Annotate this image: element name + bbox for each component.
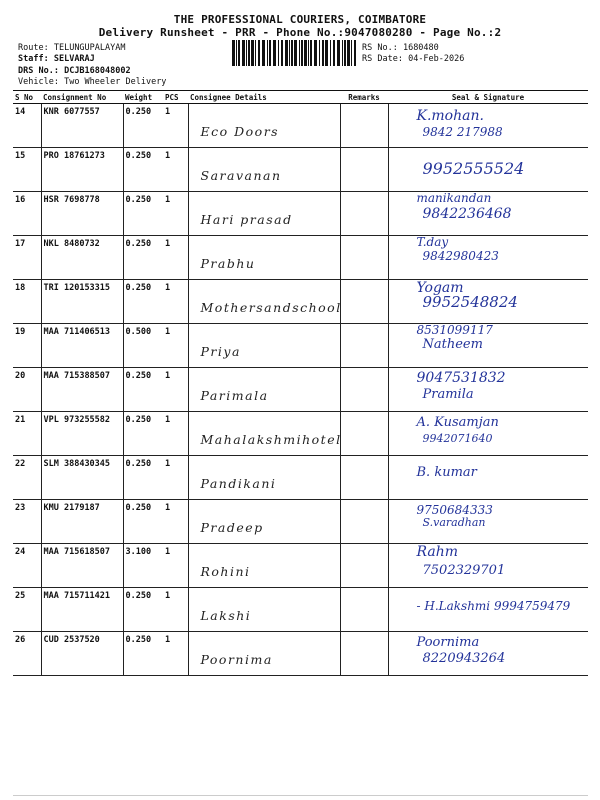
table-row: [13, 324, 588, 368]
barcode-bar: [354, 40, 356, 66]
cell-consignment: SLM 388430345: [41, 456, 123, 500]
staff-line: [18, 54, 95, 64]
cell-consignee: [188, 588, 340, 632]
barcode-bar: [246, 40, 247, 66]
cell-weight: 0.250: [123, 632, 163, 676]
col-header-seal-signature: Seal & Signature: [388, 91, 588, 104]
consignee-name: Mahalakshmihotel: [200, 432, 342, 447]
signature-text: 9952548824: [422, 293, 518, 311]
barcode-bar: [258, 40, 260, 66]
consignee-name: Rohini: [200, 564, 251, 579]
cell-pcs: 1: [163, 324, 188, 368]
cell-pcs: 1: [163, 544, 188, 588]
signature-text: 9842980423: [422, 249, 499, 263]
cell-seal-signature: [388, 324, 588, 368]
signature-text: S.varadhan: [422, 516, 486, 529]
consignee-name: Pradeep: [200, 520, 264, 535]
barcode-bar: [342, 40, 343, 66]
cell-weight: 0.250: [123, 104, 163, 148]
barcode-bar: [351, 40, 352, 66]
barcode-bar: [308, 40, 309, 66]
signature-text: T.day: [416, 235, 449, 249]
consignee-name: Poornima: [200, 652, 273, 667]
consignee-name: Saravanan: [200, 168, 282, 183]
cell-consignment: PRO 18761273: [41, 148, 123, 192]
cell-sno: 14: [13, 104, 41, 148]
consignee-name: Hari prasad: [200, 212, 293, 227]
cell-consignee: [188, 412, 340, 456]
cell-sno: 19: [13, 324, 41, 368]
signature-text: Pramila: [422, 387, 474, 402]
barcode-bar: [262, 40, 265, 66]
consignee-name: Eco Doors: [200, 124, 280, 139]
drs-label: DRS No.:: [18, 66, 59, 76]
vehicle-label: Vehicle:: [18, 77, 59, 87]
cell-consignee: [188, 280, 340, 324]
signature-text: A. Kusamjan: [416, 415, 499, 430]
cell-pcs: 1: [163, 148, 188, 192]
cell-consignee: [188, 148, 340, 192]
rs-date-value: 04-Feb-2026: [408, 54, 465, 64]
cell-seal-signature: [388, 280, 588, 324]
cell-remarks: [340, 148, 388, 192]
cell-pcs: 1: [163, 456, 188, 500]
cell-consignee: [188, 104, 340, 148]
cell-sno: 15: [13, 148, 41, 192]
cell-remarks: [340, 104, 388, 148]
delivery-table: [13, 90, 588, 676]
cell-pcs: 1: [163, 368, 188, 412]
rs-no-label: RS No.:: [362, 43, 398, 53]
signature-text: 9942071640: [422, 432, 493, 445]
cell-consignment: HSR 7698778: [41, 192, 123, 236]
cell-consignment: MAA 715388507: [41, 368, 123, 412]
signature-text: manikandan: [416, 191, 492, 205]
cell-consignee: [188, 544, 340, 588]
cell-consignee: [188, 456, 340, 500]
cell-sno: 25: [13, 588, 41, 632]
barcode-bar: [278, 40, 279, 66]
col-header-sno: S No: [13, 91, 41, 104]
cell-consignment: KNR 6077557: [41, 104, 123, 148]
delivery-table-wrap: [13, 90, 588, 676]
barcode-bar: [238, 40, 240, 66]
table-row: [13, 192, 588, 236]
cell-seal-signature: [388, 236, 588, 280]
signature-text: Yogam: [416, 280, 464, 296]
barcode-bar: [314, 40, 317, 66]
table-row: [13, 456, 588, 500]
rs-date-label: RS Date:: [362, 54, 403, 64]
cell-sno: 21: [13, 412, 41, 456]
runsheet-subtitle: Delivery Runsheet - PRR - Phone No.:9047080280 - Page No.:2: [98, 26, 502, 39]
cell-seal-signature: [388, 456, 588, 500]
table-row: [13, 104, 588, 148]
consignee-name: Pandikani: [200, 476, 277, 491]
vehicle-line: [18, 77, 166, 87]
table-row: [13, 632, 588, 676]
cell-consignment: KMU 2179187: [41, 500, 123, 544]
signature-text: 7502329701: [422, 563, 506, 578]
signature-text: Rahm: [416, 544, 459, 560]
signature-text: 8220943264: [422, 651, 506, 666]
cell-sno: 16: [13, 192, 41, 236]
cell-pcs: 1: [163, 632, 188, 676]
cell-remarks: [340, 192, 388, 236]
cell-weight: 0.250: [123, 236, 163, 280]
cell-sno: 24: [13, 544, 41, 588]
cell-sno: 20: [13, 368, 41, 412]
cell-remarks: [340, 280, 388, 324]
table-row: [13, 236, 588, 280]
barcode-bar: [301, 40, 303, 66]
barcode-bar: [299, 40, 300, 66]
cell-consignment: MAA 715618507: [41, 544, 123, 588]
cell-weight: 0.250: [123, 280, 163, 324]
table-header-row: [13, 91, 588, 104]
cell-pcs: 1: [163, 280, 188, 324]
cell-remarks: [340, 368, 388, 412]
cell-remarks: [340, 632, 388, 676]
cell-pcs: 1: [163, 588, 188, 632]
cell-consignee: [188, 324, 340, 368]
cell-weight: 0.250: [123, 500, 163, 544]
staff-value: SELVARAJ: [53, 54, 95, 64]
cell-consignment: MAA 711406513: [41, 324, 123, 368]
cell-consignee: [188, 500, 340, 544]
consignee-name: Prabhu: [200, 256, 256, 271]
bottom-rule: [13, 795, 588, 796]
cell-seal-signature: [388, 192, 588, 236]
barcode-bar: [310, 40, 312, 66]
cell-pcs: 1: [163, 412, 188, 456]
cell-sno: 23: [13, 500, 41, 544]
barcode-bar: [330, 40, 331, 66]
signature-text: 9750684333: [416, 503, 493, 517]
cell-seal-signature: [388, 500, 588, 544]
barcode-bar: [251, 40, 254, 66]
consignee-name: Mothersandschool: [200, 300, 342, 315]
cell-consignment: VPL 973255582: [41, 412, 123, 456]
table-row: [13, 412, 588, 456]
cell-weight: 0.250: [123, 148, 163, 192]
cell-remarks: [340, 544, 388, 588]
table-row: [13, 148, 588, 192]
cell-pcs: 1: [163, 500, 188, 544]
cell-remarks: [340, 412, 388, 456]
route-label: Route:: [18, 43, 49, 53]
cell-seal-signature: [388, 412, 588, 456]
col-header-consignee: Consignee Details: [188, 91, 340, 104]
barcode-bar: [319, 40, 320, 66]
barcode-bar: [242, 40, 245, 66]
barcode-bar: [285, 40, 288, 66]
signature-text: 9952555524: [422, 159, 525, 178]
cell-seal-signature: [388, 588, 588, 632]
cell-weight: 0.250: [123, 588, 163, 632]
signature-text: - H.Lakshmi 9994759479: [416, 599, 571, 613]
cell-seal-signature: [388, 148, 588, 192]
signature-text: K.mohan.: [416, 108, 484, 124]
cell-weight: 0.250: [123, 192, 163, 236]
signature-text: B. kumar: [416, 465, 477, 480]
route-value: TELUNGUPALAYAM: [53, 43, 126, 53]
barcode-bar: [273, 40, 276, 66]
company-title: THE PROFESSIONAL COURIERS, COIMBATORE: [173, 13, 427, 26]
cell-pcs: 1: [163, 104, 188, 148]
signature-text: 9047531832: [416, 370, 506, 386]
barcode-bar: [289, 40, 290, 66]
cell-remarks: [340, 588, 388, 632]
signature-text: Natheem: [422, 337, 483, 352]
rs-no-value: 1680480: [402, 43, 439, 53]
table-row: [13, 280, 588, 324]
barcode-bar: [281, 40, 283, 66]
rs-no-line: [362, 43, 439, 53]
consignee-name: Lakshi: [200, 608, 252, 623]
cell-consignment: CUD 2537520: [41, 632, 123, 676]
table-row: [13, 368, 588, 412]
barcode-bar: [294, 40, 297, 66]
barcode-bar: [291, 40, 293, 66]
cell-consignment: NKL 8480732: [41, 236, 123, 280]
consignee-name: Priya: [200, 344, 241, 359]
consignee-name: Parimala: [200, 388, 269, 403]
signature-text: 9842 217988: [422, 125, 503, 139]
cell-weight: 0.250: [123, 456, 163, 500]
drs-line: [18, 66, 131, 76]
signature-text: 8531099117: [416, 323, 493, 337]
barcode-bar: [236, 40, 237, 66]
cell-seal-signature: [388, 368, 588, 412]
drs-value: DCJB168048002: [64, 66, 131, 76]
cell-weight: 0.250: [123, 412, 163, 456]
col-header-weight: Weight: [123, 91, 163, 104]
barcode-bar: [269, 40, 271, 66]
cell-sno: 17: [13, 236, 41, 280]
table-row: [13, 588, 588, 632]
cell-consignee: [188, 632, 340, 676]
cell-consignee: [188, 192, 340, 236]
barcode-bar: [267, 40, 268, 66]
cell-weight: 0.500: [123, 324, 163, 368]
cell-remarks: [340, 324, 388, 368]
cell-consignment: MAA 715711421: [41, 588, 123, 632]
cell-consignee: [188, 236, 340, 280]
cell-remarks: [340, 236, 388, 280]
vehicle-value: Two Wheeler Delivery: [64, 77, 167, 87]
cell-seal-signature: [388, 544, 588, 588]
cell-pcs: 1: [163, 236, 188, 280]
signature-text: Poornima: [416, 635, 480, 650]
col-header-remarks: Remarks: [340, 91, 388, 104]
rs-date-line: [362, 54, 464, 64]
barcode-bar: [337, 40, 340, 66]
cell-sno: 26: [13, 632, 41, 676]
barcode-graphic: [232, 40, 356, 66]
signature-text: 9842236468: [422, 206, 512, 222]
barcode-bar: [248, 40, 250, 66]
route-line: [18, 43, 126, 53]
barcode-bar: [325, 40, 328, 66]
col-header-consignment: Consignment No: [41, 91, 123, 104]
barcode-bar: [322, 40, 324, 66]
cell-sno: 18: [13, 280, 41, 324]
staff-label: Staff:: [18, 54, 49, 64]
cell-consignment: TRI 120153315: [41, 280, 123, 324]
cell-weight: 3.100: [123, 544, 163, 588]
cell-remarks: [340, 500, 388, 544]
cell-seal-signature: [388, 632, 588, 676]
cell-remarks: [340, 456, 388, 500]
col-header-pcs: PCS: [163, 91, 188, 104]
barcode-bar: [304, 40, 307, 66]
cell-pcs: 1: [163, 192, 188, 236]
barcode-bar: [232, 40, 235, 66]
table-row: [13, 544, 588, 588]
barcode-bar: [347, 40, 350, 66]
cell-consignee: [188, 368, 340, 412]
barcode-bar: [333, 40, 335, 66]
table-row: [13, 500, 588, 544]
cell-seal-signature: [388, 104, 588, 148]
cell-weight: 0.250: [123, 368, 163, 412]
cell-sno: 22: [13, 456, 41, 500]
barcode-bar: [344, 40, 346, 66]
barcode-bar: [255, 40, 256, 66]
